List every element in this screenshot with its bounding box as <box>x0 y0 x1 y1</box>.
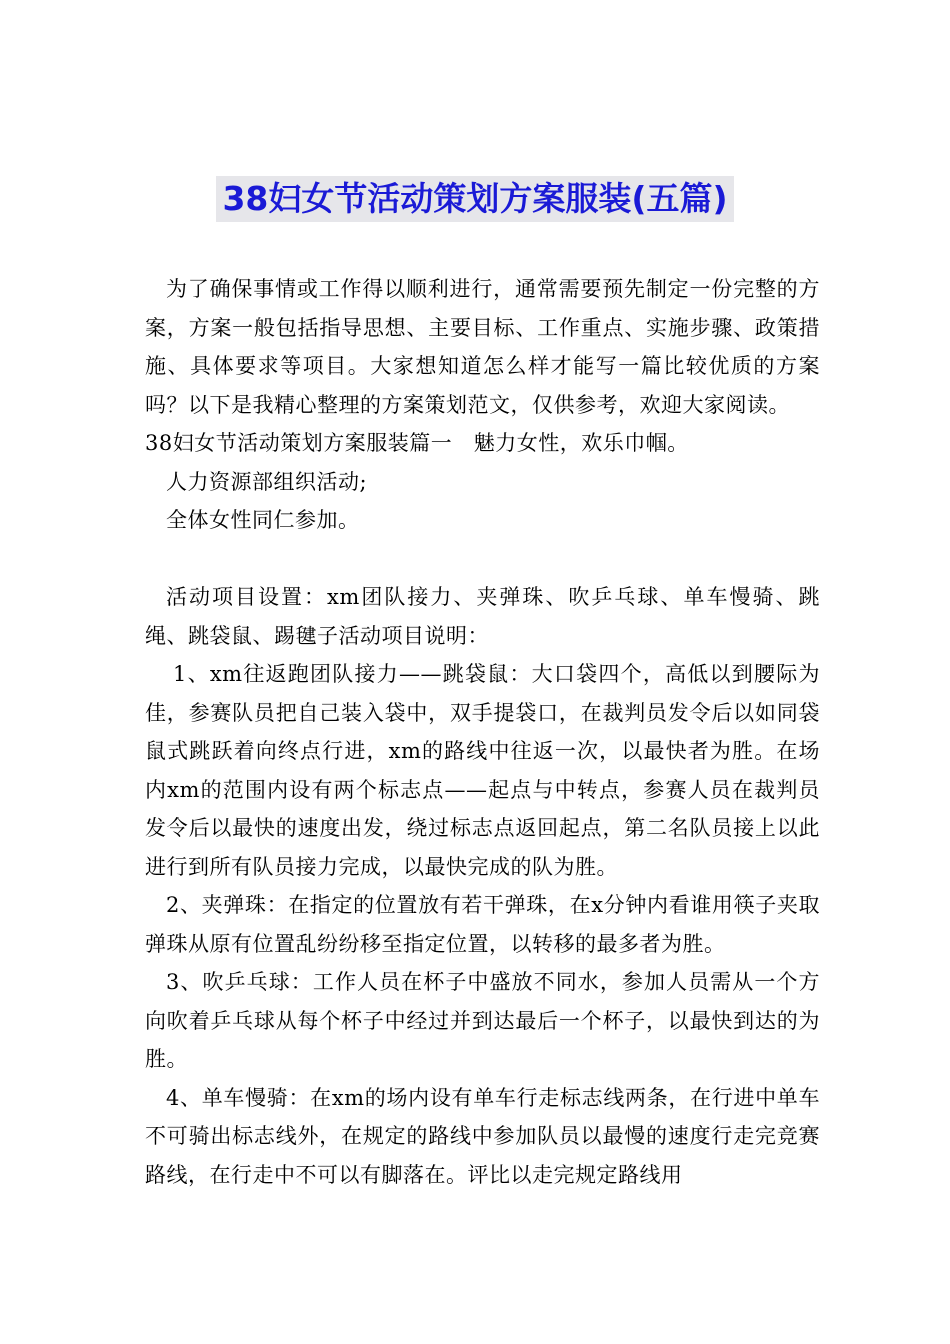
blank-line <box>145 540 820 579</box>
section-heading-one: 38妇女节活动策划方案服装篇一 魅力女性，欢乐巾帼。 <box>145 431 689 455</box>
item-2-paragraph: 2、夹弹珠：在指定的位置放有若干弹珠，在x分钟内看谁用筷子夹取弹珠从原有位置乱纷纷移至指定位置，以转移的最多者为胜。 <box>145 893 820 956</box>
organizer-line: 人力资源部组织活动; <box>166 469 368 494</box>
activity-items-paragraph: 活动项目设置：xm团队接力、夹弹珠、吹乒乓球、单车慢骑、跳绳、跳袋鼠、踢毽子活动项目说明： <box>145 585 820 648</box>
document-body <box>145 270 820 1194</box>
intro-paragraph: 为了确保事情或工作得以顺利进行，通常需要预先制定一份完整的方案，方案一般包括指导思想、主要目标、工作重点、实施步骤、政策措施、具体要求等项目。大家想知道怎么样才能写一篇比较优质的方案吗？以下是我精心整理的方案策划范文，仅供参考，欢迎大家阅读。 <box>145 277 820 417</box>
item-4-paragraph: 4、单车慢骑：在xm的场内设有单车行走标志线两条，在行进中单车不可骑出标志线外，在规定的路线中参加队员以最慢的速度行走完竞赛路线，在行走中不可以有脚落在。评比以走完规定路线用 <box>145 1085 820 1187</box>
page-title: 38妇女节活动策划方案服装(五篇) <box>216 176 733 222</box>
item-3-paragraph: 3、吹乒乓球：工作人员在杯子中盛放不同水，参加人员需从一个方向吹着乒乓球从每个杯子中经过并到达最后一个杯子，以最快到达的为胜。 <box>145 970 820 1071</box>
item-1-paragraph: 1、xm往返跑团队接力——跳袋鼠：大口袋四个，高低以到腰际为佳，参赛队员把自己装入袋中，双手提袋口，在裁判员发令后以如同袋鼠式跳跃着向终点行进，xm的路线中往返一次，以最快者为胜。在场内xm的范围内设有两个标志点——起点与中转点，参赛人员在裁判员发令后以最快的速度出发，绕过标志点返回起点，第二名队员接上以此进行到所有队员接力完成，以最快完成的队为胜。 <box>145 662 820 879</box>
participants-line: 全体女性同仁参加。 <box>166 508 360 532</box>
title-container <box>0 176 950 222</box>
